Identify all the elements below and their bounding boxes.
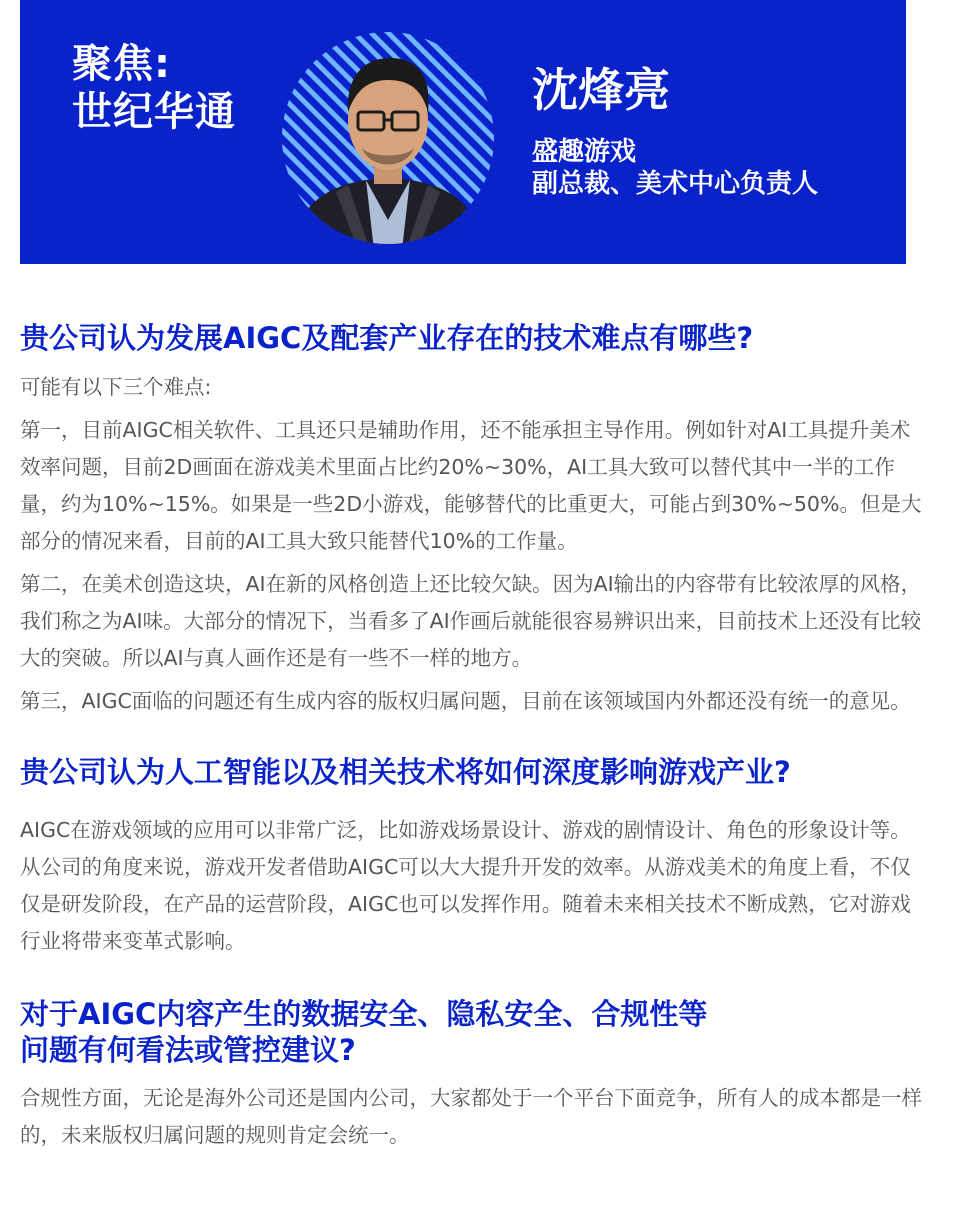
paragraph: 合规性方面，无论是海外公司还是国内公司，大家都处于一个平台下面竞争，所有人的成本都是一样的，未来版权归属问题的规则肯定会统一。 — [20, 1086, 922, 1147]
heading-line-2: 问题有何看法或管控建议? — [20, 1033, 356, 1067]
section-heading-3 — [20, 996, 930, 1068]
portrait-photo — [270, 20, 500, 250]
paragraph: 第三，AIGC面临的问题还有生成内容的版权归属问题，目前在该领域国内外都还没有统一的意见。 — [20, 689, 911, 713]
article-body — [20, 320, 930, 1154]
company-name: 盛趣游戏 — [532, 137, 637, 167]
header-banner — [20, 0, 906, 264]
person-title — [532, 136, 818, 200]
paragraph: 第一，目前AIGC相关软件、工具还只是辅助作用，还不能承担主导作用。例如针对AI工具提升美术效率问题，目前2D画面在游戏美术里面占比约20%~30%，AI工具大致可以替代其中一半的工作量，约为10%~15%。如果是一些2D小游戏，能够替代的比重更大，可能占到30%~50%。但是大部分的情况来看，目前的AI工具大致只能替代10%的工作量。 — [20, 418, 922, 553]
focus-line-1: 聚焦: — [72, 41, 171, 87]
section-heading-2: 贵公司认为人工智能以及相关技术将如何深度影响游戏产业? — [20, 755, 791, 789]
paragraph: AIGC在游戏领域的应用可以非常广泛，比如游戏场景设计、游戏的剧情设计、角色的形象设计等。从公司的角度来说，游戏开发者借助AIGC可以大大提升开发的效率。从游戏美术的角度上看，不仅仅是研发阶段，在产品的运营阶段，AIGC也可以发挥作用。随着未来相关技术不断成熟，它对游戏行业将带来变革式影响。 — [20, 818, 911, 953]
section-heading-1: 贵公司认为发展AIGC及配套产业存在的技术难点有哪些? — [20, 321, 754, 355]
heading-line-1: 对于AIGC内容产生的数据安全、隐私安全、合规性等 — [20, 997, 708, 1031]
job-position: 副总裁、美术中心负责人 — [532, 169, 819, 199]
focus-line-2: 世纪华通 — [72, 89, 236, 135]
person-name: 沈烽亮 — [532, 63, 670, 117]
paragraph: 第二，在美术创造这块，AI在新的风格创造上还比较欠缺。因为AI输出的内容带有比较浓厚的风格，我们称之为AI味。大部分的情况下，当看多了AI作画后就能很容易辨识出来，目前技术上还没有比较大的突破。所以AI与真人画作还是有一些不一样的地方。 — [20, 572, 922, 670]
paragraph: 可能有以下三个难点: — [20, 375, 212, 399]
focus-label — [72, 40, 236, 136]
